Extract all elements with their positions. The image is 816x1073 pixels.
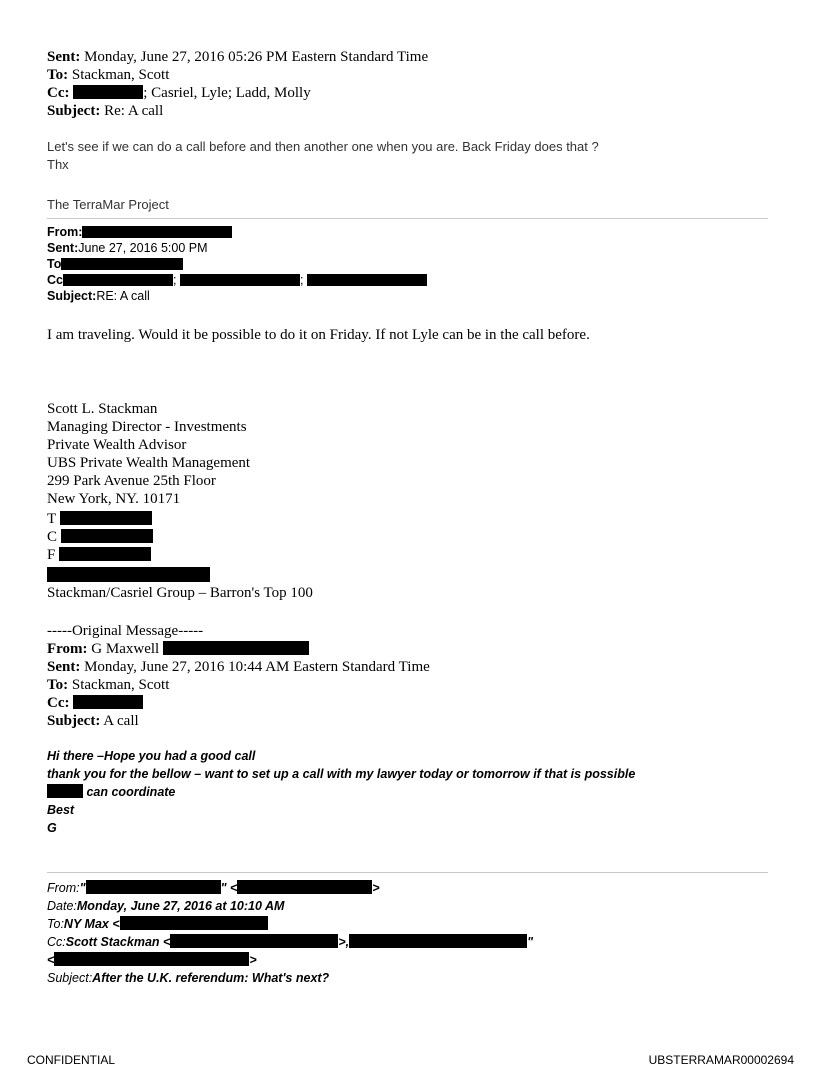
sig-cell: C <box>47 528 153 546</box>
header4-date: Date:Monday, June 27, 2016 at 10:10 AM <box>47 899 285 913</box>
body3-line5: G <box>47 821 57 835</box>
sig-name: Scott L. Stackman <box>47 401 158 417</box>
sig-role: Private Wealth Advisor <box>47 437 187 453</box>
redaction <box>349 934 527 948</box>
redaction <box>170 934 338 948</box>
footer-confidential: CONFIDENTIAL <box>27 1053 116 1067</box>
header4-cc: Cc:Scott Stackman < >, " <box>47 935 534 949</box>
divider <box>47 872 768 873</box>
header4-from: From:" " < > <box>47 881 380 895</box>
header4-to: To:NY Max < <box>47 915 268 933</box>
redaction <box>237 880 372 894</box>
redaction <box>59 547 151 561</box>
header4-subject: Subject:After the U.K. referendum: What's next? <box>47 971 330 985</box>
header1-to: To: Stackman, Scott <box>47 67 170 83</box>
sig-address2: New York, NY. 10171 <box>47 491 181 507</box>
redaction <box>61 529 153 543</box>
sig-group: Stackman/Casriel Group – Barron's Top 100 <box>47 585 313 601</box>
header1-sent: Sent: Monday, June 27, 2016 05:26 PM Eastern Standard Time <box>47 49 429 65</box>
original-subject: Subject: A call <box>47 713 139 729</box>
body3-line1: Hi there –Hope you had a good call <box>47 749 256 763</box>
redaction <box>60 511 152 525</box>
sig-address1: 299 Park Avenue 25th Floor <box>47 473 216 489</box>
header2-sent: Sent:June 27, 2016 5:00 PM <box>47 241 208 255</box>
body3-line3: can coordinate <box>47 783 175 801</box>
body3-line4: Best <box>47 803 75 817</box>
org-name: The TerraMar Project <box>47 197 169 212</box>
sig-fax: F <box>47 546 151 564</box>
redaction <box>73 695 143 709</box>
body1-line2: Thx <box>47 157 69 172</box>
redaction <box>47 567 210 582</box>
header2-cc: Cc ; ; <box>47 272 427 288</box>
body2-line1: I am traveling. Would it be possible to do it on Friday. If not Lyle can be in the call before. <box>47 327 590 343</box>
header1-subject: Subject: Re: A call <box>47 103 164 119</box>
header1-cc: Cc: ; Casriel, Lyle; Ladd, Molly <box>47 85 311 101</box>
header2-subject: Subject:RE: A call <box>47 289 150 303</box>
header2-from: From: <box>47 224 232 240</box>
sig-phone: T <box>47 510 152 528</box>
footer-bates-number: UBSTERRAMAR00002694 <box>648 1053 794 1067</box>
redaction <box>63 274 173 286</box>
redaction <box>82 226 232 238</box>
header4-cc-cont: < > <box>47 953 257 967</box>
redaction <box>54 952 249 966</box>
sig-title: Managing Director - Investments <box>47 419 247 435</box>
redaction <box>73 85 143 99</box>
original-sent: Sent: Monday, June 27, 2016 10:44 AM Eastern Standard Time <box>47 659 430 675</box>
original-cc: Cc: <box>47 694 143 712</box>
redaction <box>86 880 221 894</box>
divider <box>47 218 768 219</box>
original-from: From: G Maxwell <box>47 640 309 658</box>
redaction <box>307 274 427 286</box>
original-marker: -----Original Message----- <box>47 623 204 639</box>
sig-company: UBS Private Wealth Management <box>47 455 251 471</box>
body1-line1: Let's see if we can do a call before and then another one when you are. Back Friday does that ? <box>47 139 599 154</box>
original-to: To: Stackman, Scott <box>47 677 170 693</box>
header2-to: To <box>47 256 183 272</box>
redaction <box>61 258 183 270</box>
redaction <box>180 274 300 286</box>
redaction <box>120 916 268 930</box>
body3-line2: thank you for the bellow – want to set up a call with my lawyer today or tomorrow if that is possible <box>47 767 636 781</box>
redaction <box>163 641 309 655</box>
redaction <box>47 784 83 798</box>
